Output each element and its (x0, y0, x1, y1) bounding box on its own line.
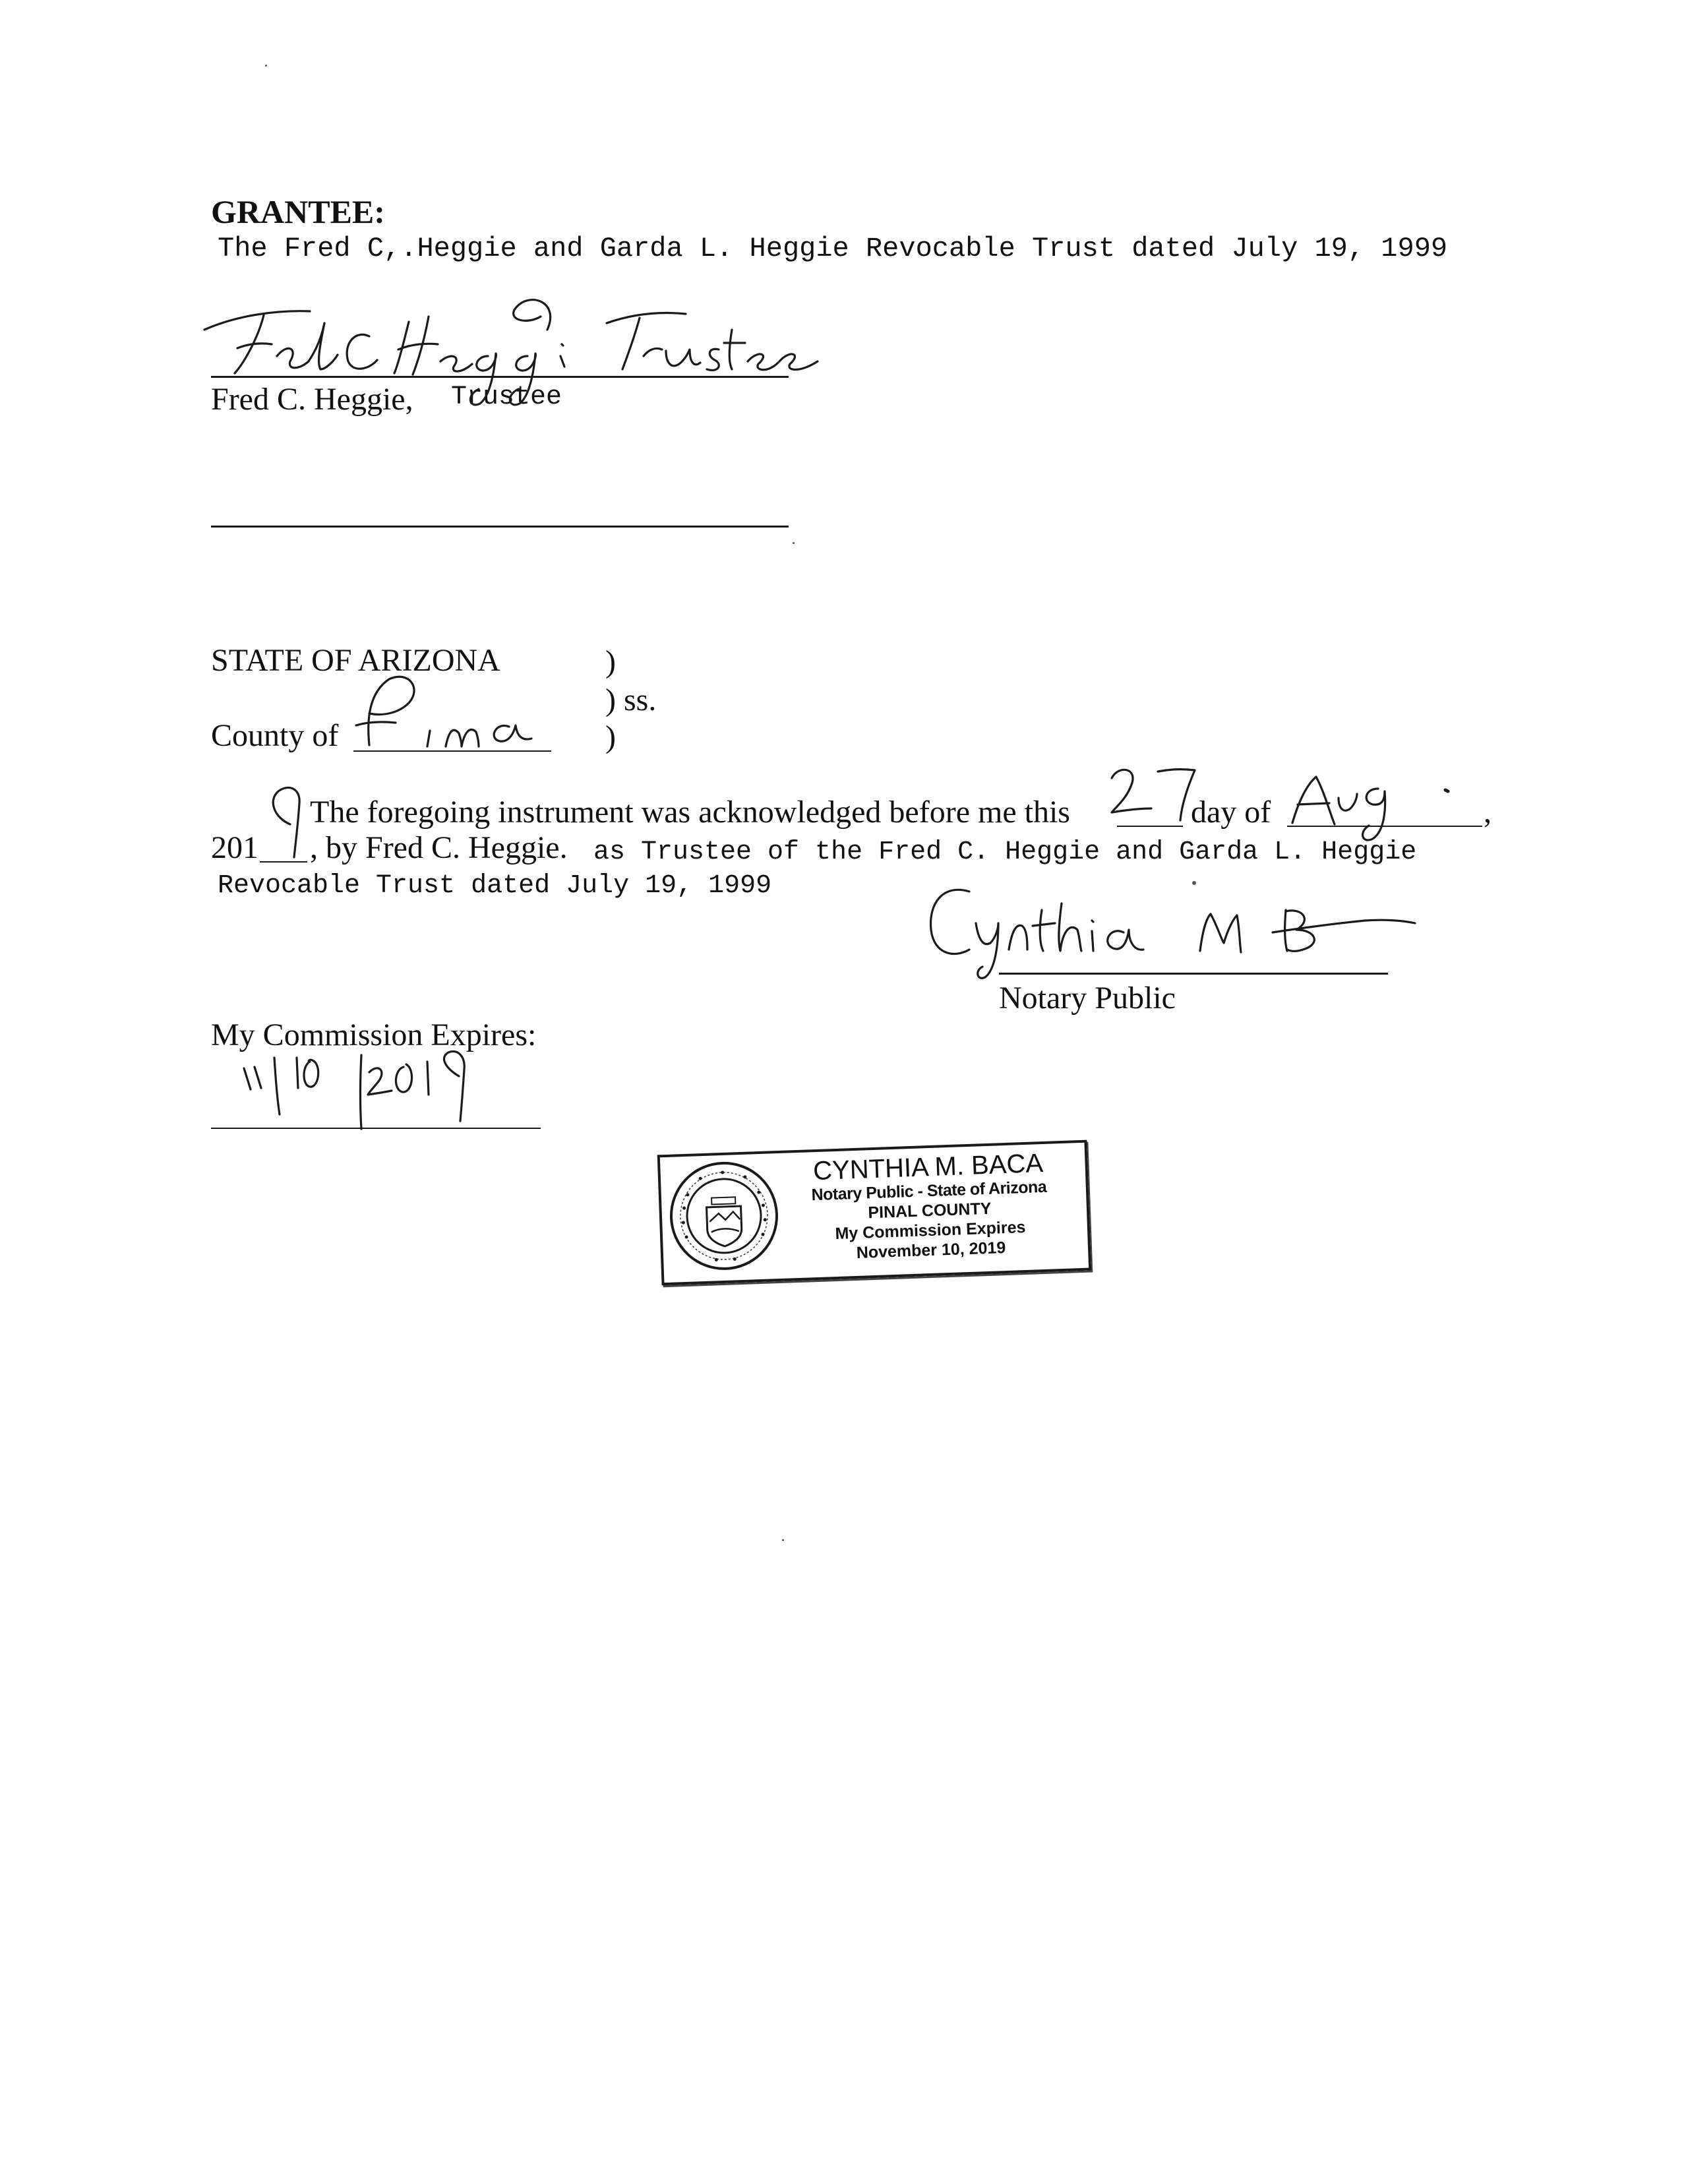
county-handwritten (356, 677, 531, 746)
month-comma: , (1484, 795, 1492, 830)
notary-public-label: Notary Public (999, 981, 1176, 1016)
year-handwritten (273, 787, 299, 857)
commission-date-handwritten (244, 1051, 464, 1129)
state-label: STATE OF ARIZONA (211, 643, 500, 678)
ss-label: ) ss. (605, 682, 657, 717)
trustee-title: Trustee (435, 382, 562, 412)
trustee-capacity-text: as Trustee of the Fred C. Heggie and Garda L. Heggie (593, 837, 1417, 867)
trustee-name: Fred C. Heggie, (211, 382, 413, 417)
county-label: County of (211, 718, 339, 753)
trust-date-text: Revocable Trust dated July 19, 1999 (218, 871, 772, 901)
commission-expires-label: My Commission Expires: (211, 1017, 537, 1052)
stamp-notary-name: CYNTHIA M. BACA (812, 1148, 1044, 1186)
year-prefix: 201 (211, 830, 258, 865)
month-handwritten (1292, 777, 1448, 840)
stamp-commission-state: Notary Public - State of Arizona (811, 1177, 1047, 1205)
state-seal-icon (667, 1159, 781, 1273)
grantee-heading: GRANTEE: (211, 193, 385, 230)
venue-paren: ) (605, 644, 616, 679)
day-handwritten (1112, 770, 1195, 820)
stamp-expires-label: My Commission Expires (835, 1217, 1026, 1244)
scan-speck (793, 542, 795, 544)
venue-paren: ) (605, 719, 616, 754)
notary-stamp (657, 1140, 1091, 1287)
day-of-label: day of (1191, 795, 1271, 830)
stamp-expires-date: November 10, 2019 (856, 1238, 1006, 1262)
acknowledgment-text: The foregoing instrument was acknowledged before me this (310, 795, 1070, 830)
notary-signature (931, 890, 1415, 978)
scan-speck (1192, 881, 1196, 885)
grantee-trust-name: The Fred C,.Heggie and Garda L. Heggie Revocable Trust dated July 19, 1999 (218, 233, 1448, 264)
scan-speck (782, 1539, 784, 1541)
trustee-signature (204, 300, 818, 405)
stamp-county: PINAL COUNTY (867, 1199, 992, 1223)
acknowledged-by-text: , by Fred C. Heggie. (310, 830, 568, 865)
scan-speck (265, 65, 267, 67)
